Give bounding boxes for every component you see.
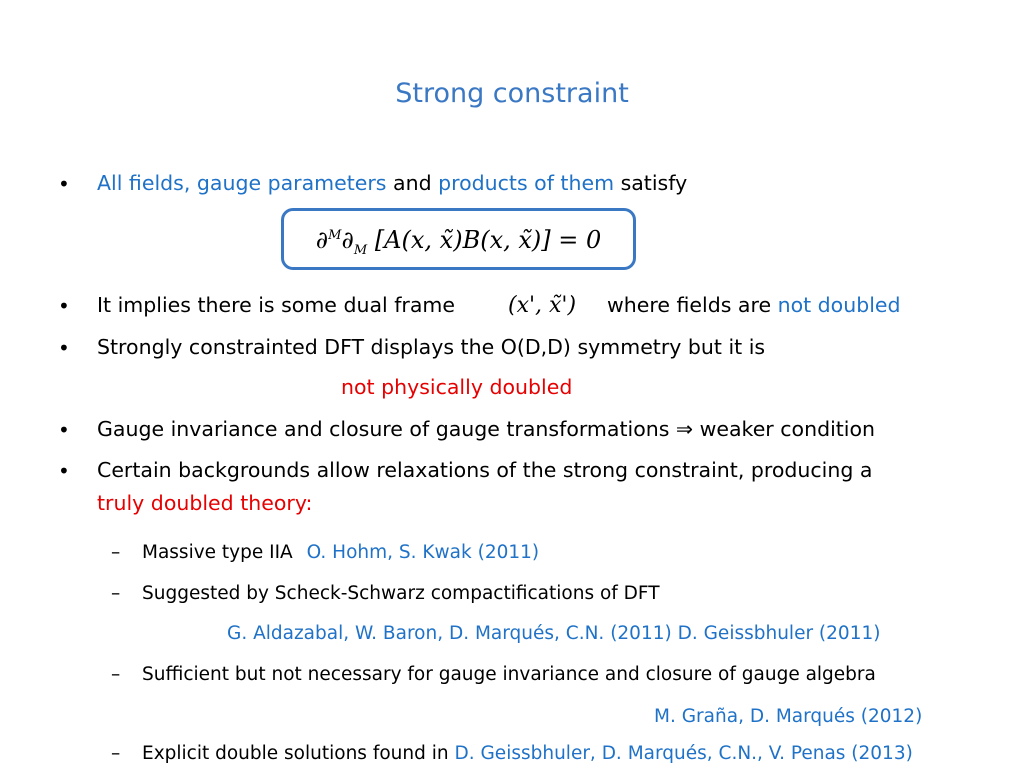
dual-frame-formula: (x', x̃') <box>508 293 577 318</box>
equation-box <box>281 208 636 270</box>
bullet-marker: • <box>58 459 70 483</box>
slide-title: Strong constraint <box>395 78 629 109</box>
bullet-1-products: products of them <box>438 171 615 195</box>
sub-item: Sufficient but not necessary for gauge invariance and closure of gauge algebra <box>142 664 876 685</box>
not-doubled-text: not doubled <box>777 293 901 317</box>
reference: M. Graña, D. Marqués (2012) <box>654 706 923 727</box>
bullet-marker: • <box>58 294 70 318</box>
sub-item: Suggested by Scheck-Schwarz compactifications of DFT <box>142 583 660 604</box>
bullet-2-text: It implies there is some dual frame <box>97 293 456 317</box>
dash-marker: – <box>111 743 121 764</box>
bullet-1-and: and <box>386 171 439 195</box>
reference: O. Hohm, S. Kwak (2011) <box>306 542 540 563</box>
bullet-5-text: Certain backgrounds allow relaxations of the strong constraint, producing a <box>97 458 873 482</box>
reference: G. Aldazabal, W. Baron, D. Marqués, C.N. (2011) D. Geissbhuler (2011) <box>227 623 881 644</box>
bullet-4-text: Gauge invariance and closure of gauge transformations ⇒ weaker condition <box>97 417 876 441</box>
truly-doubled-theory: truly doubled theory: <box>97 491 313 515</box>
bullet-marker: • <box>58 172 70 196</box>
sub-item: Massive type IIA O. Hohm, S. Kwak (2011) <box>142 542 540 563</box>
bullet-marker: • <box>58 336 70 360</box>
bullet-3-text: Strongly constrainted DFT displays the O(D,D) symmetry but it is <box>97 335 766 359</box>
bullet-1-satisfy: satisfy <box>614 171 688 195</box>
not-physically-doubled: not physically doubled <box>341 375 573 399</box>
dash-marker: – <box>111 583 121 604</box>
bullet-1-fields: All fields, gauge parameters <box>97 171 387 195</box>
dash-marker: – <box>111 542 121 563</box>
bullet-2-end: where fields are not doubled <box>607 293 901 317</box>
sub-item: Explicit double solutions found in D. Geissbhuler, D. Marqués, C.N., V. Penas (2013) <box>142 743 913 764</box>
dash-marker: – <box>111 664 121 685</box>
bullet-marker: • <box>58 418 70 442</box>
reference: D. Geissbhuler, D. Marqués, C.N., V. Penas (2013) <box>454 743 913 764</box>
bullet-1 <box>97 171 687 195</box>
strong-constraint-equation: $\partial^M\partial_M$ [A(x, x̃)B(x, x̃)] = 0 <box>315 226 602 258</box>
